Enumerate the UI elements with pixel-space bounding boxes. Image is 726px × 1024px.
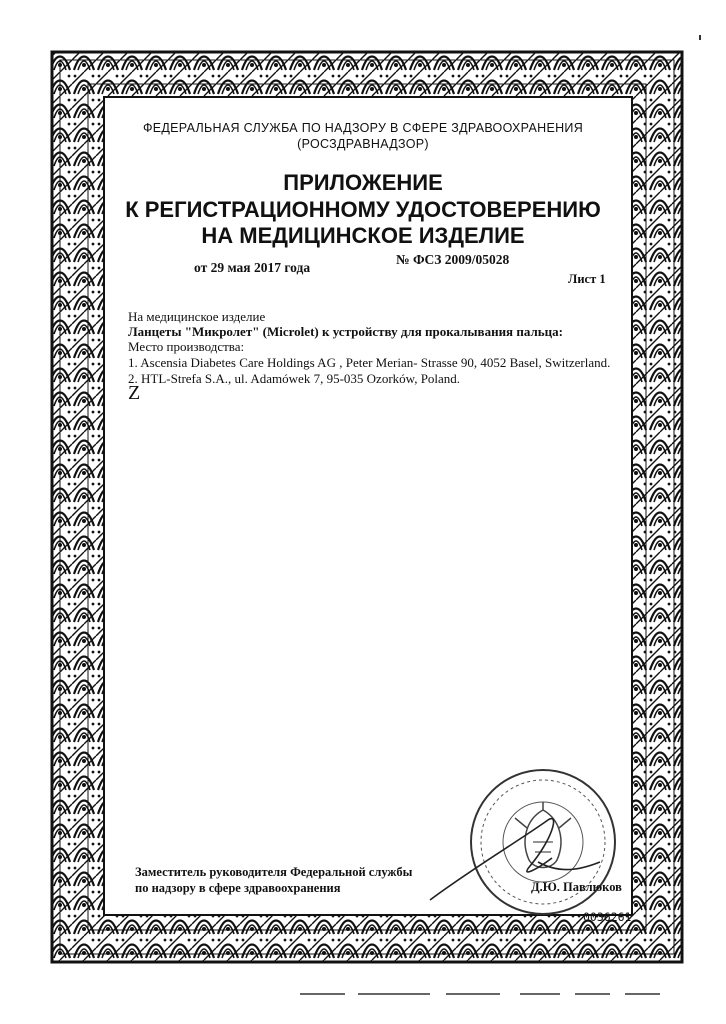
signatory-name: Д.Ю. Павлюков — [531, 880, 622, 894]
document-subtitle-2: НА МЕДИЦИНСКОЕ ИЗДЕЛИЕ — [201, 223, 525, 248]
signatory-title-2: по надзору в сфере здравоохранения — [135, 881, 341, 895]
issue-date: от 29 мая 2017 года — [194, 260, 311, 275]
device-label: На медицинское изделие — [128, 309, 266, 324]
serial-number: 0036261 — [583, 910, 632, 924]
agency-name: ФЕДЕРАЛЬНАЯ СЛУЖБА ПО НАДЗОРУ В СФЕРЕ ЗДРАВООХРАНЕНИЯ — [142, 121, 584, 135]
production-label: Место производства: — [128, 339, 245, 354]
production-site-2: 2. HTL-Strefa S.A., ul. Adamówek 7, 95-035 Ozorków, Poland. — [128, 371, 461, 386]
device-name: Ланцеты "Микролет" (Microlet) к устройству для прокалывания пальца: — [128, 324, 563, 339]
handwritten-mark: Z — [128, 382, 141, 404]
sheet-number: Лист 1 — [568, 272, 606, 286]
signatory-title: Заместитель руководителя Федеральной службы — [135, 865, 413, 879]
agency-abbreviation: (РОСЗДРАВНАДЗОР) — [297, 137, 429, 151]
production-site-1: 1. Ascensia Diabetes Care Holdings AG , Peter Merian- Strasse 90, 4052 Basel, Switzerland. — [128, 355, 611, 370]
document-title: ПРИЛОЖЕНИЕ — [283, 170, 443, 195]
registration-number: № ФСЗ 2009/05028 — [396, 252, 510, 267]
document-subtitle: К РЕГИСТРАЦИОННОМУ УДОСТОВЕРЕНИЮ — [125, 197, 601, 222]
